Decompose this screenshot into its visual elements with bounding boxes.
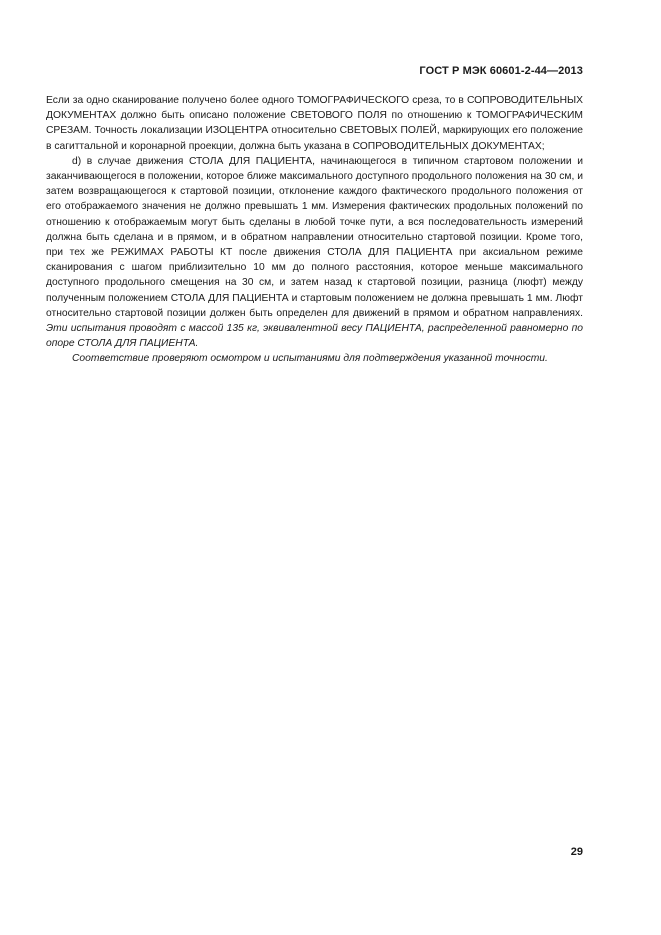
paragraph-patient-table-movement — [46, 154, 583, 352]
page-number: 29 — [570, 846, 583, 858]
paragraph-patient-table-text: d) в случае движения СТОЛА ДЛЯ ПАЦИЕНТА, начинающегося в типичном стартовом положении и заканчивающегося в положении, которое ближе максимального доступного продольного положения на 30 см, и затем возвращающегося к стартовой позиции, отклонение каждого фактического продольного положения от его отображаемого значения не должно превышать 1 мм. Измерения фактических продольных положений по отношению к отображаемым могут быть сделаны в любой точке пути, а вся последовательность измерений должна быть сделана и в прямом, и в обратном направлении относительно стартовой позиции. Кроме того, при тех же РЕЖИМАХ РАБОТЫ КТ после движения СТОЛА ДЛЯ ПАЦИЕНТА при аксиальном режиме сканирования с шагом приблизительно 10 мм до полного расстояния, которое меньше максимального доступного продольного смещения на 30 см, и затем назад к стартовой позиции, разница (люфт) между полученным положением СТОЛА ДЛЯ ПАЦИЕНТА и стартовым положением не должна превышать 1 мм. Люфт относительно стартовой позиции должен быть определен для движений в прямом и обратном направлениях. — [46, 155, 583, 319]
document-body — [46, 93, 583, 367]
document-header: ГОСТ Р МЭК 60601-2-44—2013 — [419, 65, 583, 77]
paragraph-compliance-check: Соответствие проверяют осмотром и испытаниями для подтверждения указанной точности. — [72, 353, 548, 365]
paragraph-patient-table-test-note: Эти испытания проводят с массой 135 кг, эквивалентной весу ПАЦИЕНТА, распределенной равномерно по опоре СТОЛА ДЛЯ ПАЦИЕНТА. — [46, 323, 583, 350]
paragraph-tomographic-slices: Если за одно сканирование получено более одного ТОМОГРАФИЧЕСКОГО среза, то в СОПРОВОДИТЕЛЬНЫХ ДОКУМЕНТАХ должно быть описано положение СВЕТОВОГО ПОЛЯ по отношению к ТОМОГРАФИЧЕСКИМ СРЕЗАМ. Точность локализации ИЗОЦЕНТРА относительно СВЕТОВЫХ ПОЛЕЙ, маркирующих его положение в сагиттальной и коронарной проекции, должна быть указана в СОПРОВОДИТЕЛЬНЫХ ДОКУМЕНТАХ; — [46, 95, 583, 152]
